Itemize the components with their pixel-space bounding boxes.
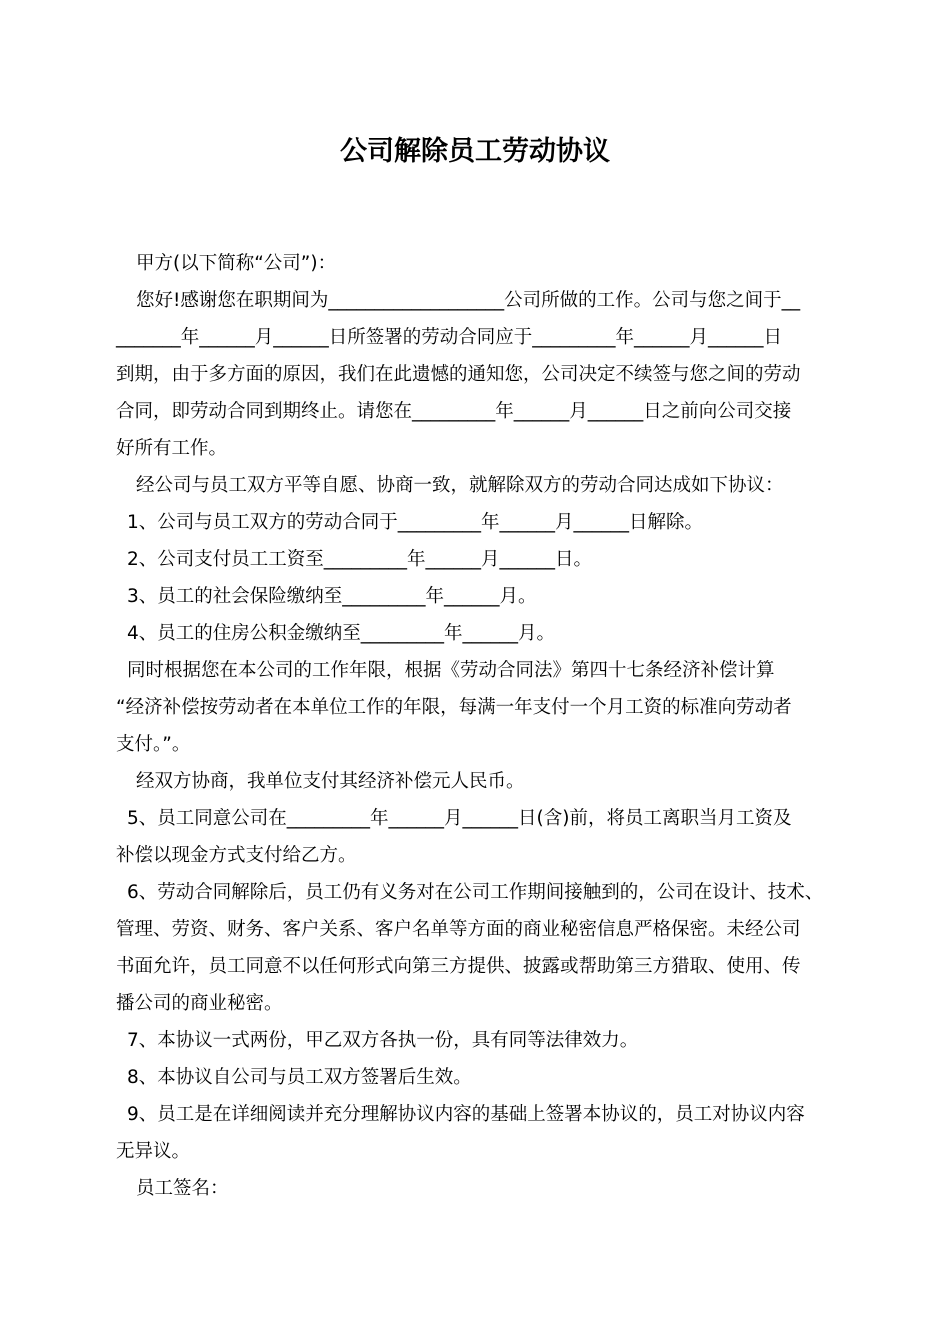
clause-line: 无异议。	[116, 1141, 191, 1162]
clause-line: 书面允许，员工同意不以任何形式向第三方提供、披露或帮助第三方猎取、使用、传	[116, 956, 801, 977]
clause-line: 9、员工是在详细阅读并充分理解协议内容的基础上签署本协议的，员工对协议内容	[127, 1104, 805, 1125]
clause-line: 8、本协议自公司与员工双方签署后生效。	[127, 1067, 472, 1088]
clause-line: 管理、劳资、财务、客户关系、客户名单等方面的商业秘密信息严格保密。未经公司	[116, 919, 801, 940]
paragraph-line: 到期，由于多方面的原因，我们在此遗憾的通知您，公司决定不续签与您之间的劳动	[116, 364, 801, 385]
paragraph-line: 同时根据您在本公司的工作年限，根据《劳动合同法》第四十七条经济补偿计算	[127, 660, 775, 681]
document-title: 公司解除员工劳动协议	[340, 136, 610, 167]
paragraph-line: _______年______月______日所签署的劳动合同应于_________年______月______日	[116, 327, 783, 348]
clause-line: 4、员工的住房公积金缴纳至_________年______月。	[127, 623, 556, 644]
document-body	[116, 245, 840, 1207]
paragraph-line: 您好!感谢您在职期间为___________________公司所做的工作。公司与您之间于__	[136, 290, 801, 311]
clause-line: 6、劳动合同解除后，员工仍有义务对在公司工作期间接触到的，公司在设计、技术、	[127, 882, 824, 903]
clause-line: 5、员工同意公司在_________年______月______日(含)前，将员工离职当月工资及	[127, 808, 792, 829]
paragraph-line: 经公司与员工双方平等自愿、协商一致，就解除双方的劳动合同达成如下协议：	[136, 475, 784, 496]
clause-line: 1、公司与员工双方的劳动合同于_________年______月______日解除。	[127, 512, 704, 533]
paragraph-line: 支付。”。	[116, 734, 191, 755]
party-a-line: 甲方(以下简称“公司”)：	[136, 253, 337, 274]
clause-line: 补偿以现金方式支付给乙方。	[116, 845, 357, 866]
paragraph-line: “经济补偿按劳动者在本单位工作的年限，每满一年支付一个月工资的标准向劳动者	[116, 697, 792, 718]
paragraph-line: 合同，即劳动合同到期终止。请您在_________年______月______日之前向公司交接	[116, 401, 792, 422]
clause-line: 2、公司支付员工工资至_________年______月______日。	[127, 549, 593, 570]
clause-line: 播公司的商业秘密。	[116, 993, 283, 1014]
paragraph-line: 好所有工作。	[116, 438, 228, 459]
paragraph-line: 经双方协商，我单位支付其经济补偿元人民币。	[136, 771, 525, 792]
clause-line: 3、员工的社会保险缴纳至_________年______月。	[127, 586, 537, 607]
employee-signature-label: 员工签名：	[136, 1178, 229, 1199]
clause-line: 7、本协议一式两份，甲乙双方各执一份，具有同等法律效力。	[127, 1030, 639, 1051]
